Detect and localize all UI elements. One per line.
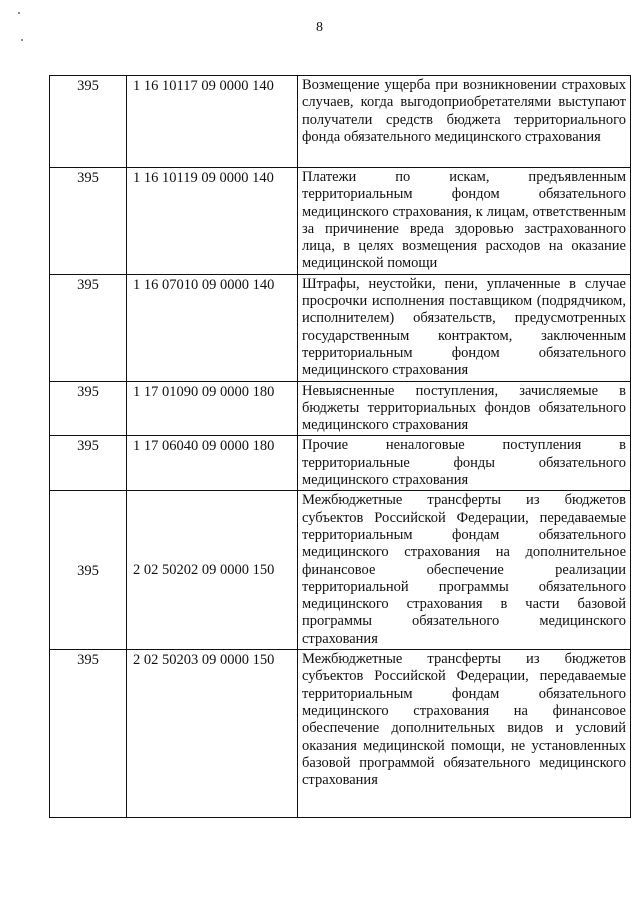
revenue-codes-table bbox=[49, 75, 631, 818]
scan-speck bbox=[21, 39, 23, 41]
revenue-description-cell: Возмещение ущерба при возникновении страховых случаев, когда выгодоприобретателями выступают получатели средств бюджета территориального фонда обязательного медицинского страхования bbox=[298, 76, 631, 168]
budget-classification-code-cell: 1 16 10117 09 0000 140 bbox=[127, 76, 298, 168]
revenue-description-cell: Межбюджетные трансферты из бюджетов субъектов Российской Федерации, передаваемые территориальным фондам обязательного медицинского страхования на финансовое обеспечение дополнительных видов и условий оказания медицинской помощи, не установленных базовой программой обязательного медицинского страхования bbox=[298, 650, 631, 818]
budget-classification-code-cell: 1 16 07010 09 0000 140 bbox=[127, 274, 298, 381]
table-row bbox=[50, 76, 631, 168]
admin-code-cell: 395 bbox=[50, 491, 127, 650]
scan-speck bbox=[18, 12, 20, 14]
budget-classification-code-cell: 2 02 50202 09 0000 150 bbox=[127, 491, 298, 650]
revenue-description-cell: Платежи по искам, предъявленным территориальным фондом обязательного медицинского страхования, к лицам, ответственным за причинение вреда здоровью застрахованного лица, в целях возмещения расходов на оказание медицинской помощи bbox=[298, 168, 631, 275]
page-number: 8 bbox=[316, 20, 323, 35]
admin-code-cell: 395 bbox=[50, 168, 127, 275]
table-row bbox=[50, 381, 631, 436]
table-row bbox=[50, 436, 631, 491]
admin-code-cell: 395 bbox=[50, 381, 127, 436]
budget-classification-code-cell: 1 17 06040 09 0000 180 bbox=[127, 436, 298, 491]
budget-classification-code-cell: 1 16 10119 09 0000 140 bbox=[127, 168, 298, 275]
revenue-description-cell: Штрафы, неустойки, пени, уплаченные в случае просрочки исполнения поставщиком (подрядчиком, исполнителем) обязательств, предусмотренных государственным контрактом, заключенным территориальным фондом обязательного медицинского страхования bbox=[298, 274, 631, 381]
admin-code-cell: 395 bbox=[50, 650, 127, 818]
revenue-description-cell: Прочие неналоговые поступления в территориальные фонды обязательного медицинского страхования bbox=[298, 436, 631, 491]
revenue-description-cell: Невыясненные поступления, зачисляемые в бюджеты территориальных фондов обязательного медицинского страхования bbox=[298, 381, 631, 436]
table-row bbox=[50, 168, 631, 275]
admin-code-cell: 395 bbox=[50, 76, 127, 168]
table-row bbox=[50, 274, 631, 381]
budget-classification-code-cell: 1 17 01090 09 0000 180 bbox=[127, 381, 298, 436]
revenue-description-cell: Межбюджетные трансферты из бюджетов субъектов Российской Федерации, передаваемые территориальным фондам обязательного медицинского страхования на дополнительное финансовое обеспечение реализации территориальной программы обязательного медицинского страхования в части базовой программы обязательного медицинского страхования bbox=[298, 491, 631, 650]
admin-code-cell: 395 bbox=[50, 274, 127, 381]
admin-code-cell: 395 bbox=[50, 436, 127, 491]
table-row bbox=[50, 650, 631, 818]
table-row bbox=[50, 491, 631, 650]
budget-classification-code-cell: 2 02 50203 09 0000 150 bbox=[127, 650, 298, 818]
